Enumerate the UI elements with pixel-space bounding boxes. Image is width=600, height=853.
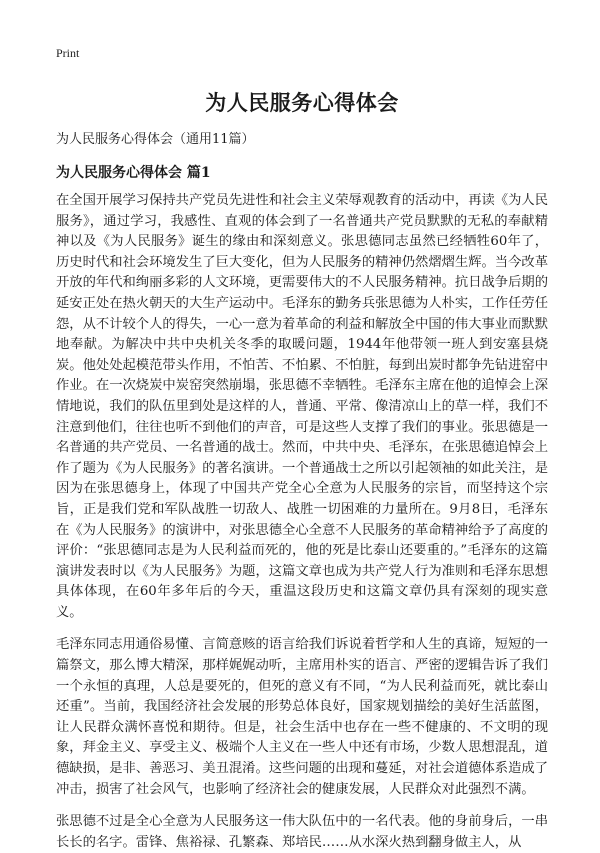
section-title: 为人民服务心得体会 篇1	[56, 165, 211, 181]
paragraph-1: 在全国开展学习保持共产党员先进性和社会主义荣辱观教育的活动中，再读《为人民服务》，通过学习，我感性、直观的体会到了一名普通共产党员默默的无私的奉献精神以及《为人民服务》诞生的缘由和深刻意义。张思德同志虽然已经牺牲60年了，历史时代和社会环境发生了巨大变化，但为人民服务的精神仍然熠熠生辉。当今改革开放的年代和绚丽多彩的人文环境，更需要伟大的不人民服务精神。抗日战争后期的延安正处在热火朝天的大生产运动中。毛泽东的勤务兵张思德为人朴实，工作任劳任怨，从不计较个人的得失，一心一意为着革命的利益和解放全中国的伟大事业而默默地奉献。为解决中共中央机关冬季的取暖问题，1944年他带领一班人到安塞县烧炭。他处处起模范带头作用，不怕苦、不怕累、不怕脏，每到出炭时都争先钻进窑中作业。在一次烧炭中炭窑突然崩塌，张思德不幸牺牲。毛泽东主席在他的追悼会上深情地说，我们的队伍里到处是这样的人，普通、平常、像清凉山上的草一样，我们不注意到他们，往往也听不到他们的声音，可是这些人支撑了我们的事业。张思德是一名普通的共产党员、一名普通的战士。然而，中共中央、毛泽东，在张思德追悼会上作了题为《为人民服务》的著名演讲。一个普通战士之所以引起领袖的如此关注，是因为在张思德身上，体现了中国共产党全心全意为人民服务的宗旨，而坚持这个宗旨，正是我们党和军队战胜一切敌人、战胜一切困难的力量所在。9月8日，毛泽东在《为人民服务》的演讲中，对张思德全心全意不人民服务的革命精神给予了高度的评价：“张思德同志是为人民利益而死的，他的死是比泰山还要重的。”毛泽东的这篇演讲发表时以《为人民服务》为题，这篇文章也成为共产党人行为准则和毛泽东思想具体体现，在60年多年后的今天，重温这段历史和这篇文章仍具有深刻的现实意义。	[56, 193, 548, 620]
document-subtitle: 为人民服务心得体会（通用11篇）	[56, 132, 255, 147]
paragraph-3: 张思德不过是全心全意为人民服务这一伟大队伍中的一名代表。他的身前身后，一串长长的名字。雷锋、焦裕禄、孔繁森、郑培民……从水深火热到翻身做主人，从	[56, 814, 548, 850]
document-title: 为人民服务心得体会	[205, 90, 399, 115]
print-label[interactable]: Print	[56, 46, 80, 60]
paragraph-2: 毛泽东同志用通俗易懂、言简意赅的语言给我们诉说着哲学和人生的真谛，短短的一篇祭文，那么博大精深，那样娓娓动听，主席用朴实的语言、严密的逻辑告诉了我们一个永恒的真理，人总是要死的，但死的意义有不同，“为人民利益而死，就比泰山还重”。当前，我国经济社会发展的形势总体良好，国家规划描绘的美好生活蓝图，让人民群众满怀喜悦和期待。但是，社会生活中也存在一些不健康的、不文明的现象，拜金主义、享受主义、极端个人主义在一些人中还有市场，少数人思想混乱，道德缺损，是非、善恶习、美丑混淆。这些问题的出现和蔓延，对社会道德体系造成了冲击，损害了社会风气，也影响了经济社会的健康发展，人民群众对此强烈不满。	[56, 637, 548, 797]
